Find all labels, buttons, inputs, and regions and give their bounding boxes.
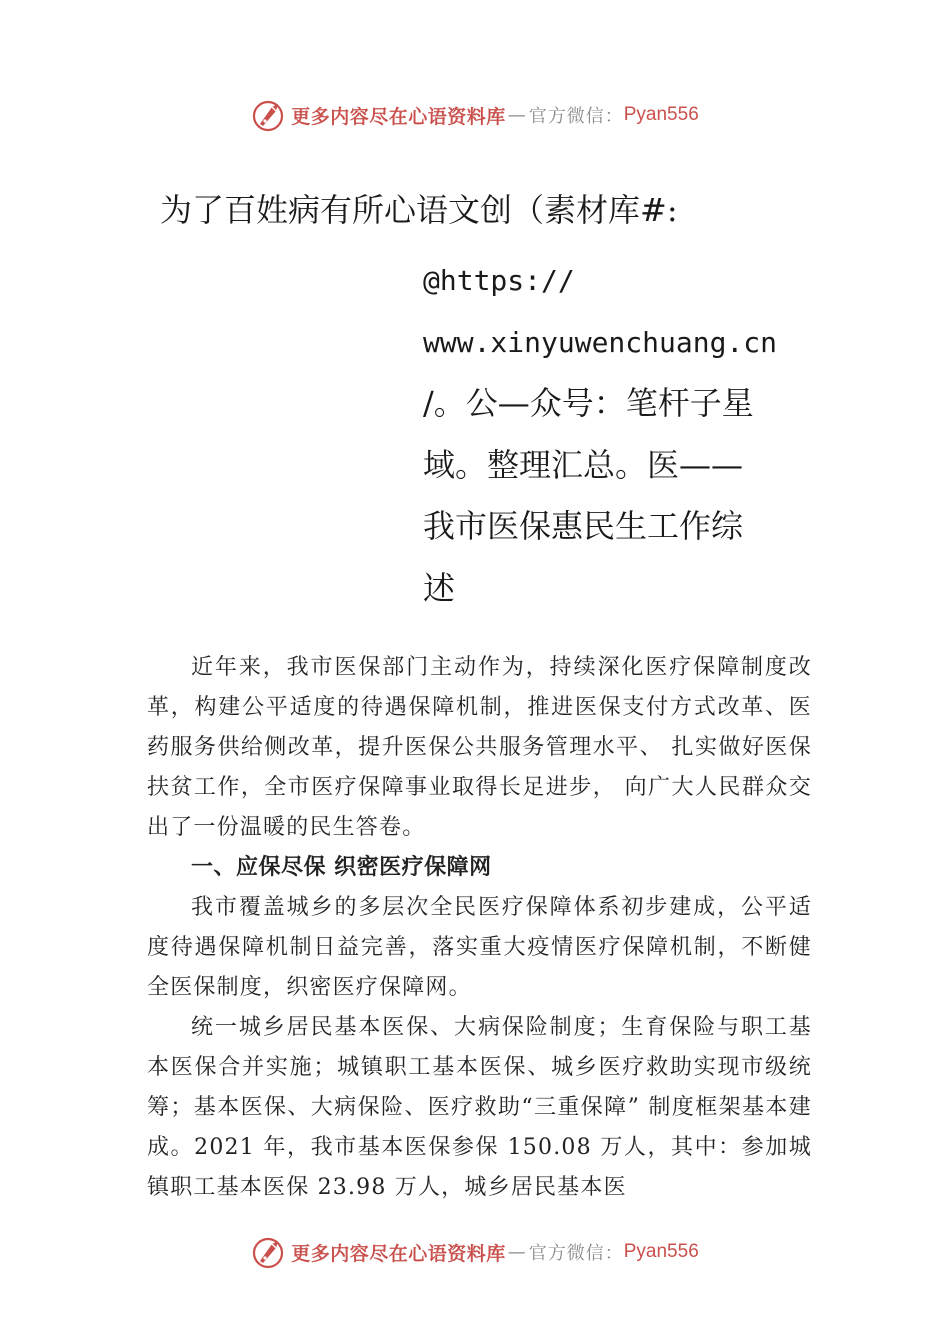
footer-wechat-label: 官方微信：	[528, 1243, 624, 1264]
footer-wechat-account: Pyan556	[623, 1241, 699, 1262]
footer-brand-text: 更多内容尽在心语资料库	[291, 1242, 506, 1265]
document-title-line-7: 述	[423, 568, 456, 607]
document-title-line-2: @https://	[423, 264, 575, 297]
document-title-line-4: /。公—众号：笔杆子星	[423, 384, 754, 422]
banner-wechat-label: 官方微信：	[528, 106, 624, 127]
body-paragraph-3: 统一城乡居民基本医保、大病保险制度；生育保险与职工基本医保合并实施；城镇职工基本医保、城乡医疗救助实现市级统筹；基本医保、大病保险、医疗救助“三重保障” 制度框架基本建成。2021 年，我市基本医保参保 150.08 万人，其中：参加城镇职工基本医保 23.98 万人，城乡居民基本医	[147, 1015, 812, 1200]
footer-separator: —	[507, 1241, 527, 1263]
document-body	[147, 648, 812, 1208]
pen-nib-logo-icon	[251, 98, 285, 132]
document-title-block	[423, 250, 803, 619]
footer-banner	[0, 1232, 950, 1272]
body-paragraph-1: 近年来，我市医保部门主动作为，持续深化医疗保障制度改革，构建公平适度的待遇保障机制，推进医保支付方式改革、医药服务供给侧改革，提升医保公共服务管理水平、 扎实做好医保扶贫工作，全市医疗保障事业取得长足进步， 向广大人民群众交出了一份温暖的民生答卷。	[147, 655, 812, 840]
body-paragraph-2: 我市覆盖城乡的多层次全民医疗保障体系初步建成，公平适度待遇保障机制日益完善，落实重大疫情医疗保障机制，不断健全医保制度，织密医疗保障网。	[147, 895, 812, 1000]
banner-separator: —	[507, 104, 527, 126]
document-title-line-6: 我市医保惠民生工作综	[423, 507, 744, 545]
document-title-line-3: www.xinyuwenchuang.cn	[423, 325, 778, 359]
banner-brand-text: 更多内容尽在心语资料库	[291, 105, 506, 128]
header-banner	[0, 95, 950, 135]
pen-nib-logo-icon	[251, 1235, 285, 1269]
section-heading-1: 一、应保尽保 织密医疗保障网	[191, 855, 492, 880]
banner-wechat-account: Pyan556	[623, 104, 699, 125]
document-title-line-5: 域。整理汇总。医——	[423, 445, 744, 484]
document-title-line-1: 为了百姓病有所心语文创（素材库#:	[160, 191, 678, 229]
